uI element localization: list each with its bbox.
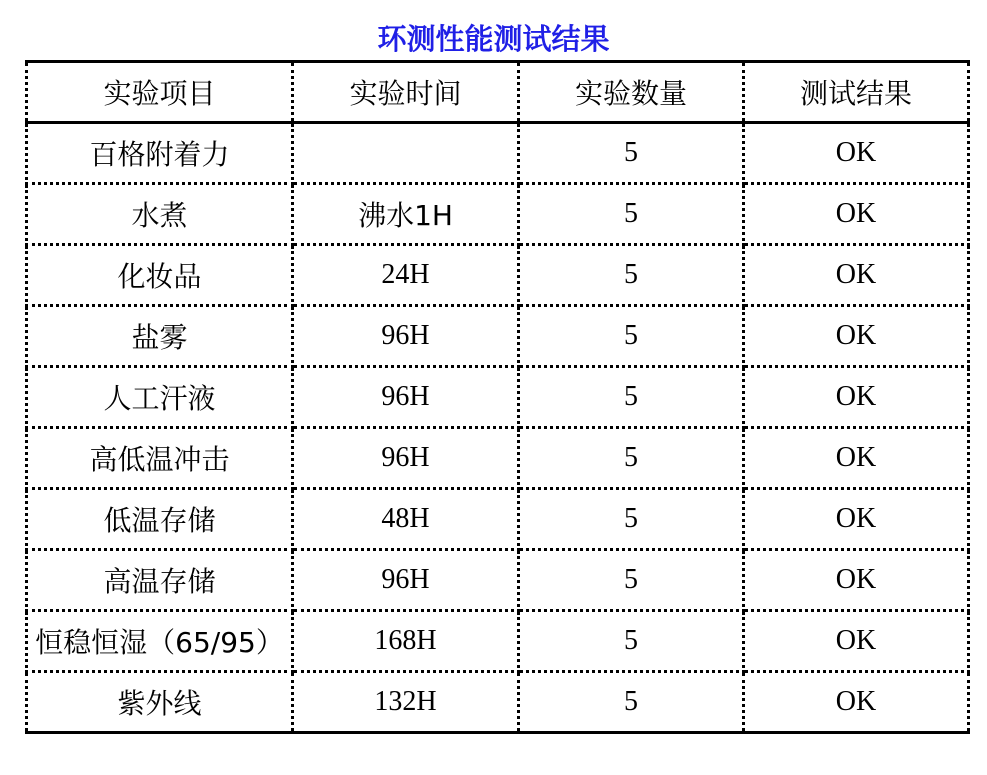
cell-quantity: 5 <box>519 123 744 184</box>
cell-quantity: 5 <box>519 611 744 672</box>
table-header-row <box>27 62 969 123</box>
column-header-time: 实验时间 <box>293 62 519 123</box>
table-row <box>27 184 969 245</box>
cell-quantity: 5 <box>519 306 744 367</box>
cell-result: OK <box>744 672 969 733</box>
cell-time: 24H <box>293 245 519 306</box>
column-header-quantity: 实验数量 <box>519 62 744 123</box>
cell-quantity: 5 <box>519 489 744 550</box>
cell-time: 96H <box>293 550 519 611</box>
cell-result: OK <box>744 367 969 428</box>
table-row <box>27 611 969 672</box>
column-header-item: 实验项目 <box>27 62 293 123</box>
cell-item: 百格附着力 <box>27 123 293 184</box>
cell-result: OK <box>744 306 969 367</box>
cell-result: OK <box>744 184 969 245</box>
cell-item: 高温存储 <box>27 550 293 611</box>
cell-time: 96H <box>293 306 519 367</box>
cell-quantity: 5 <box>519 245 744 306</box>
cell-item: 人工汗液 <box>27 367 293 428</box>
page-title: 环测性能测试结果 <box>377 22 610 56</box>
cell-time: 168H <box>293 611 519 672</box>
cell-item: 化妆品 <box>27 245 293 306</box>
cell-time: 96H <box>293 367 519 428</box>
cell-item: 紫外线 <box>27 672 293 733</box>
cell-time: 沸水1H <box>293 184 519 245</box>
results-table <box>25 60 970 734</box>
cell-result: OK <box>744 489 969 550</box>
cell-time: 96H <box>293 428 519 489</box>
cell-quantity: 5 <box>519 367 744 428</box>
cell-item: 恒稳恒湿（65/95） <box>27 611 293 672</box>
table-row <box>27 306 969 367</box>
cell-item: 低温存储 <box>27 489 293 550</box>
cell-time: 48H <box>293 489 519 550</box>
cell-result: OK <box>744 428 969 489</box>
cell-time: 132H <box>293 672 519 733</box>
cell-item: 盐雾 <box>27 306 293 367</box>
cell-result: OK <box>744 245 969 306</box>
cell-item: 高低温冲击 <box>27 428 293 489</box>
cell-time <box>293 123 519 184</box>
table-row <box>27 489 969 550</box>
cell-item: 水煮 <box>27 184 293 245</box>
cell-quantity: 5 <box>519 672 744 733</box>
table-row <box>27 428 969 489</box>
cell-quantity: 5 <box>519 428 744 489</box>
column-header-result: 测试结果 <box>744 62 969 123</box>
table-row <box>27 550 969 611</box>
cell-result: OK <box>744 123 969 184</box>
cell-result: OK <box>744 550 969 611</box>
cell-quantity: 5 <box>519 184 744 245</box>
cell-result: OK <box>744 611 969 672</box>
table-row <box>27 672 969 733</box>
table-row <box>27 367 969 428</box>
table-row <box>27 245 969 306</box>
cell-quantity: 5 <box>519 550 744 611</box>
table-row <box>27 123 969 184</box>
